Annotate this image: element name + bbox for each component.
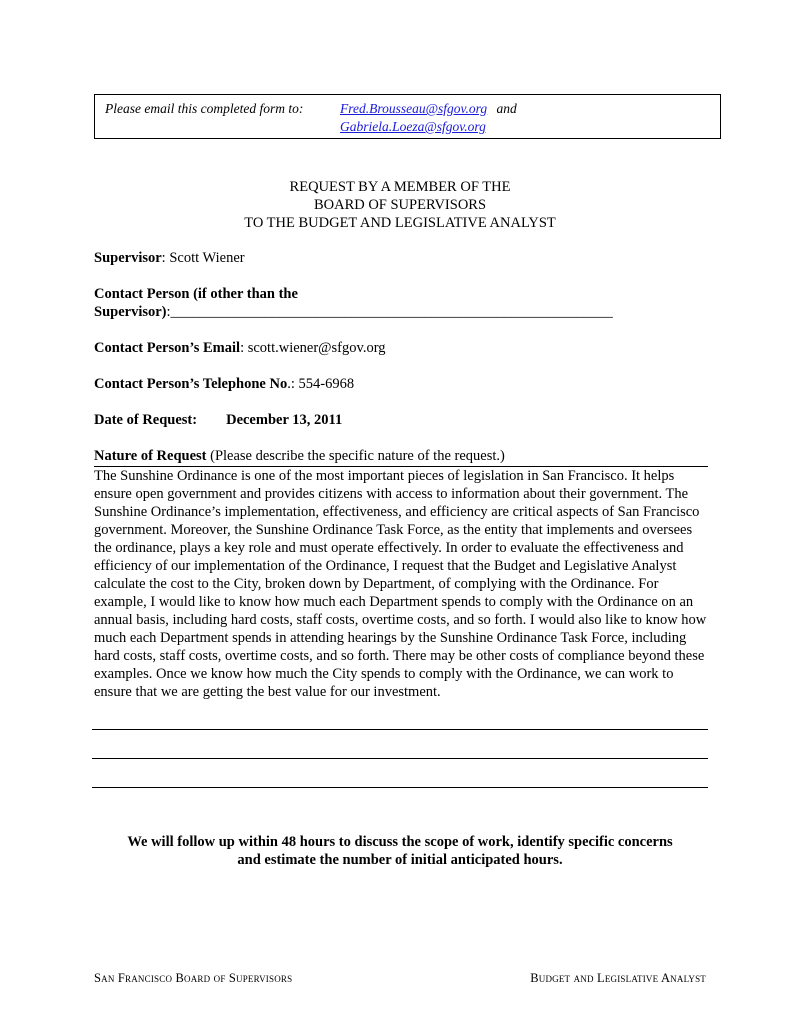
contact-person-field: [94, 304, 613, 321]
followup-line-2: and estimate the number of initial anticipated hours.: [237, 852, 563, 868]
email-line-2: [340, 119, 486, 135]
email-link-gabriela[interactable]: Gabriela.Loeza@sfgov.org: [340, 119, 486, 134]
supervisor-field: Supervisor: Scott Wiener: [94, 250, 245, 266]
email-link-fred[interactable]: Fred.Brousseau@sfgov.org: [340, 101, 488, 116]
supervisor-value: Scott Wiener: [169, 250, 245, 266]
contact-phone-value: 554-6968: [298, 376, 355, 392]
blank-line-1: [92, 729, 708, 730]
form-title-line-1: REQUEST BY A MEMBER OF THE: [289, 179, 511, 195]
email-line-1: [340, 101, 517, 117]
email-connector: and: [496, 101, 517, 116]
date-of-request-field: [94, 412, 342, 429]
date-of-request-label: Date of Request:: [94, 412, 198, 428]
form-title-line-3: TO THE BUDGET AND LEGISLATIVE ANALYST: [244, 215, 556, 231]
followup-line-1: We will follow up within 48 hours to discuss the scope of work, identify specific concerns: [127, 834, 673, 850]
nature-of-request-heading: [94, 448, 708, 467]
form-title-line-2: BOARD OF SUPERVISORS: [313, 197, 487, 213]
contact-email-value: scott.wiener@sfgov.org: [247, 340, 386, 356]
followup-notice: [0, 833, 800, 869]
contact-person-blank: :_____________________________________________________________: [166, 304, 613, 320]
contact-phone-label: Contact Person’s Telephone No: [94, 376, 288, 392]
footer-left: San Francisco Board of Supervisors: [94, 971, 293, 985]
footer-right: Budget and Legislative Analyst: [530, 971, 706, 985]
nature-label: Nature of Request: [94, 448, 207, 464]
contact-phone-field: Contact Person’s Telephone No.: 554-6968: [94, 376, 355, 392]
email-instruction-label: Please email this completed form to:: [105, 101, 304, 116]
contact-email-label: Contact Person’s Email: [94, 340, 241, 356]
contact-email-field: Contact Person’s Email: scott.wiener@sfgov.org: [94, 340, 386, 356]
email-instruction-box: [94, 94, 721, 139]
nature-hint: (Please describe the specific nature of the request.): [210, 448, 505, 464]
blank-line-3: [92, 787, 708, 788]
contact-person-label-line-1: Contact Person (if other than the: [94, 286, 298, 302]
blank-line-2: [92, 758, 708, 759]
supervisor-label: Supervisor: [94, 250, 162, 266]
contact-person-label: Supervisor): [94, 304, 167, 320]
date-of-request-value: December 13, 2011: [226, 412, 343, 428]
nature-of-request-text: The Sunshine Ordinance is one of the most important pieces of legislation in San Francisco. It helps ensure open government and provides citizens with access to information about their government. The Sunshine Ordinance’s implementation, effectiveness, and efficiency are critical aspects of San Francisco government. Moreover, the Sunshine Ordinance Task Force, as the entity that implements and oversees the ordinance, plays a key role and must operate effectively. In order to evaluate the effectiveness and efficiency of our implementation of the Ordinance, I request that the Budget and Legislative Analyst calculate the cost to the City, broken down by Department, of complying with the Ordinance. For example, I would like to know how much each Department spends to comply with the Ordinance on an annual basis, including hard costs, staff costs, overtime costs, and so forth. I would also like to know how much each Department spends in attending hearings by the Sunshine Ordinance Task Force, including hard costs, staff costs, overtime costs, and so forth. There may be other costs of compliance beyond these examples. Once we know how much the City spends to comply with the Ordinance, we can work to ensure that we are getting the best value for our investment.: [94, 468, 707, 700]
